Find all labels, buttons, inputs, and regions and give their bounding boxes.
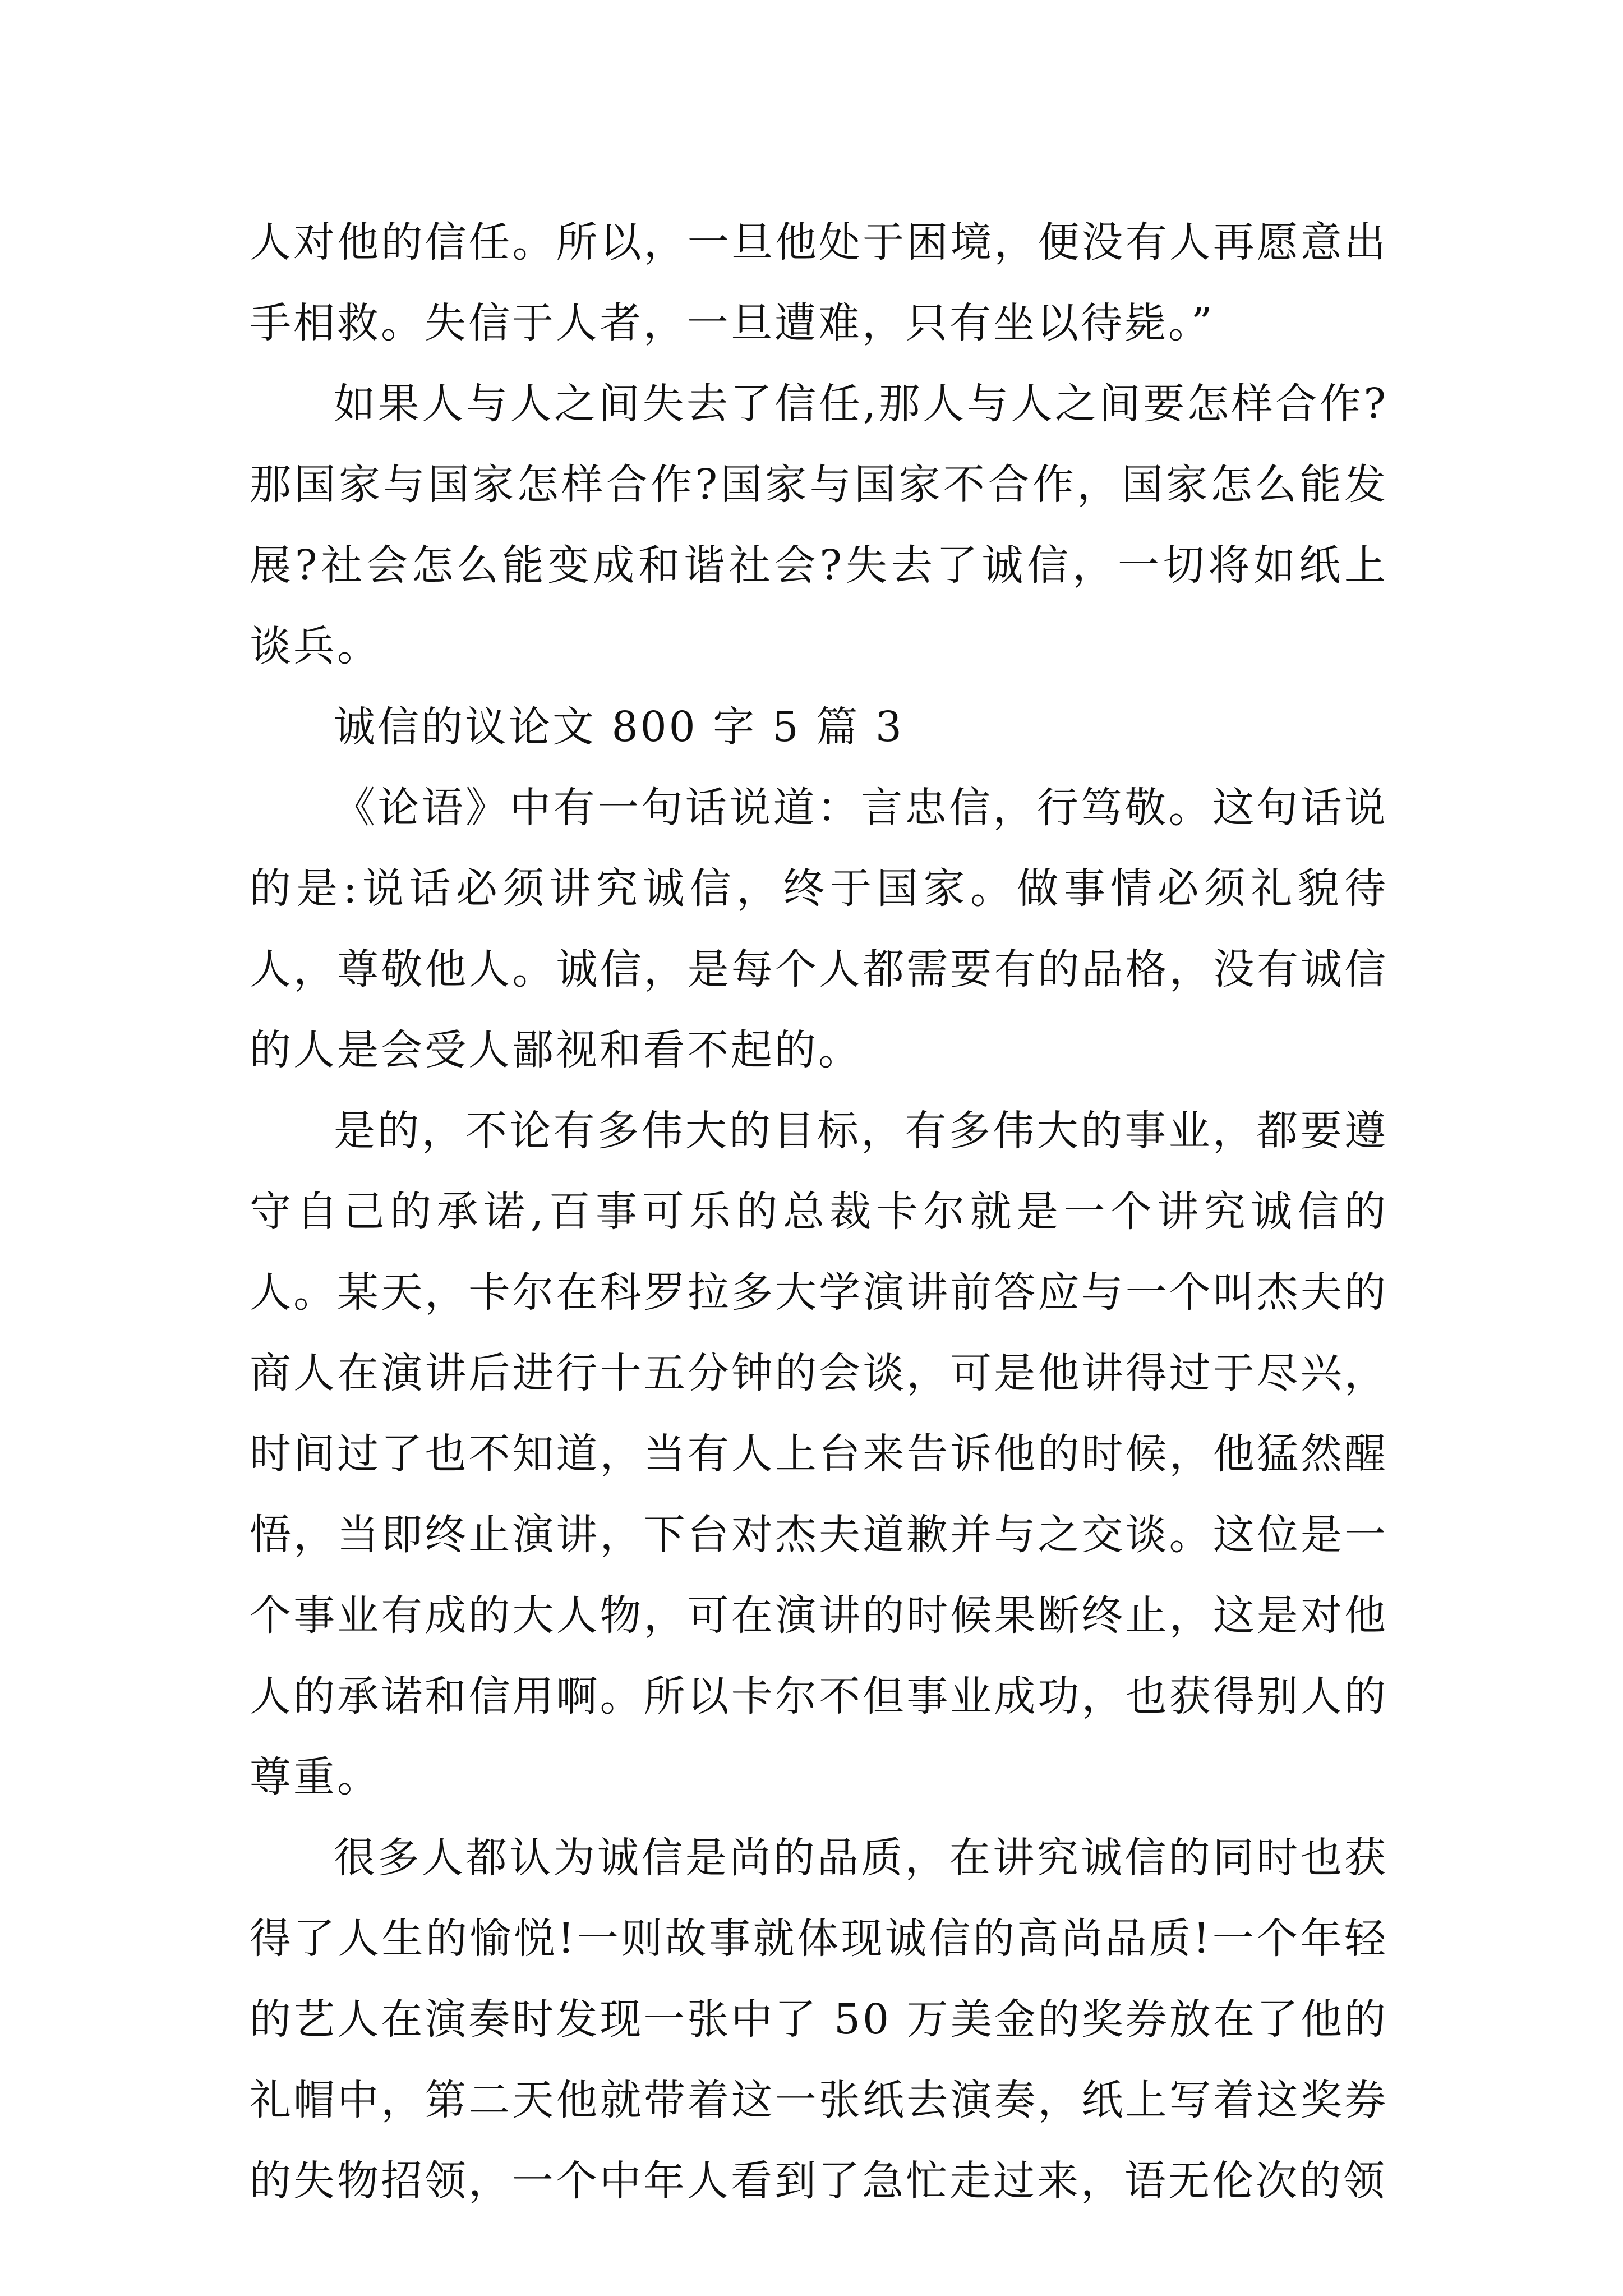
paragraph-trust-cooperation: 如果人与人之间失去了信任,那人与人之间要怎样合作?那国家与国家怎样合作?国家与国家不合作，国家怎么能发展?社会怎么能变成和谐社会?失去了诚信，一切将如纸上谈兵。 bbox=[250, 380, 1388, 670]
paragraph-continuation: 人对他的信任。所以，一旦他处于困境，便没有人再愿意出手相救。失信于人者，一旦遭难，只有坐以待毙。” bbox=[250, 218, 1388, 347]
paragraph-analects: 《论语》中有一句话说道：言忠信，行笃敬。这句话说的是:说话必须讲究诚信，终于国家。做事情必须礼貌待人，尊敬他人。诚信，是每个人都需要有的品格，没有诚信的人是会受人鄙视和看不起的。 bbox=[250, 784, 1388, 1074]
section-heading: 诚信的议论文 800 字 5 篇 3 bbox=[334, 703, 905, 751]
paragraph-artist-story: 很多人都认为诚信是尚的品质，在讲究诚信的同时也获得了人生的愉悦!一则故事就体现诚信的高尚品质!一个年轻的艺人在演奏时发现一张中了 50 万美金的奖券放在了他的礼帽中，第二天他就带着这一张纸去演奏，纸上写着这奖券的失物招领，一个中年人看到了急忙走过来，语无伦次的领 bbox=[250, 1834, 1388, 2205]
paragraph-pepsi-story: 是的，不论有多伟大的目标，有多伟大的事业，都要遵守自己的承诺,百事可乐的总裁卡尔就是一个讲究诚信的人。某天，卡尔在科罗拉多大学演讲前答应与一个叫杰夫的商人在演讲后进行十五分钟的会谈，可是他讲得过于尽兴，时间过了也不知道，当有人上台来告诉他的时候，他猛然醒悟，当即终止演讲，下台对杰夫道歉并与之交谈。这位是一个事业有成的大人物，可在演讲的时候果断终止，这是对他人的承诺和信用啊。所以卡尔不但事业成功，也获得别人的尊重。 bbox=[250, 1107, 1388, 1801]
document-body bbox=[250, 202, 1388, 2221]
